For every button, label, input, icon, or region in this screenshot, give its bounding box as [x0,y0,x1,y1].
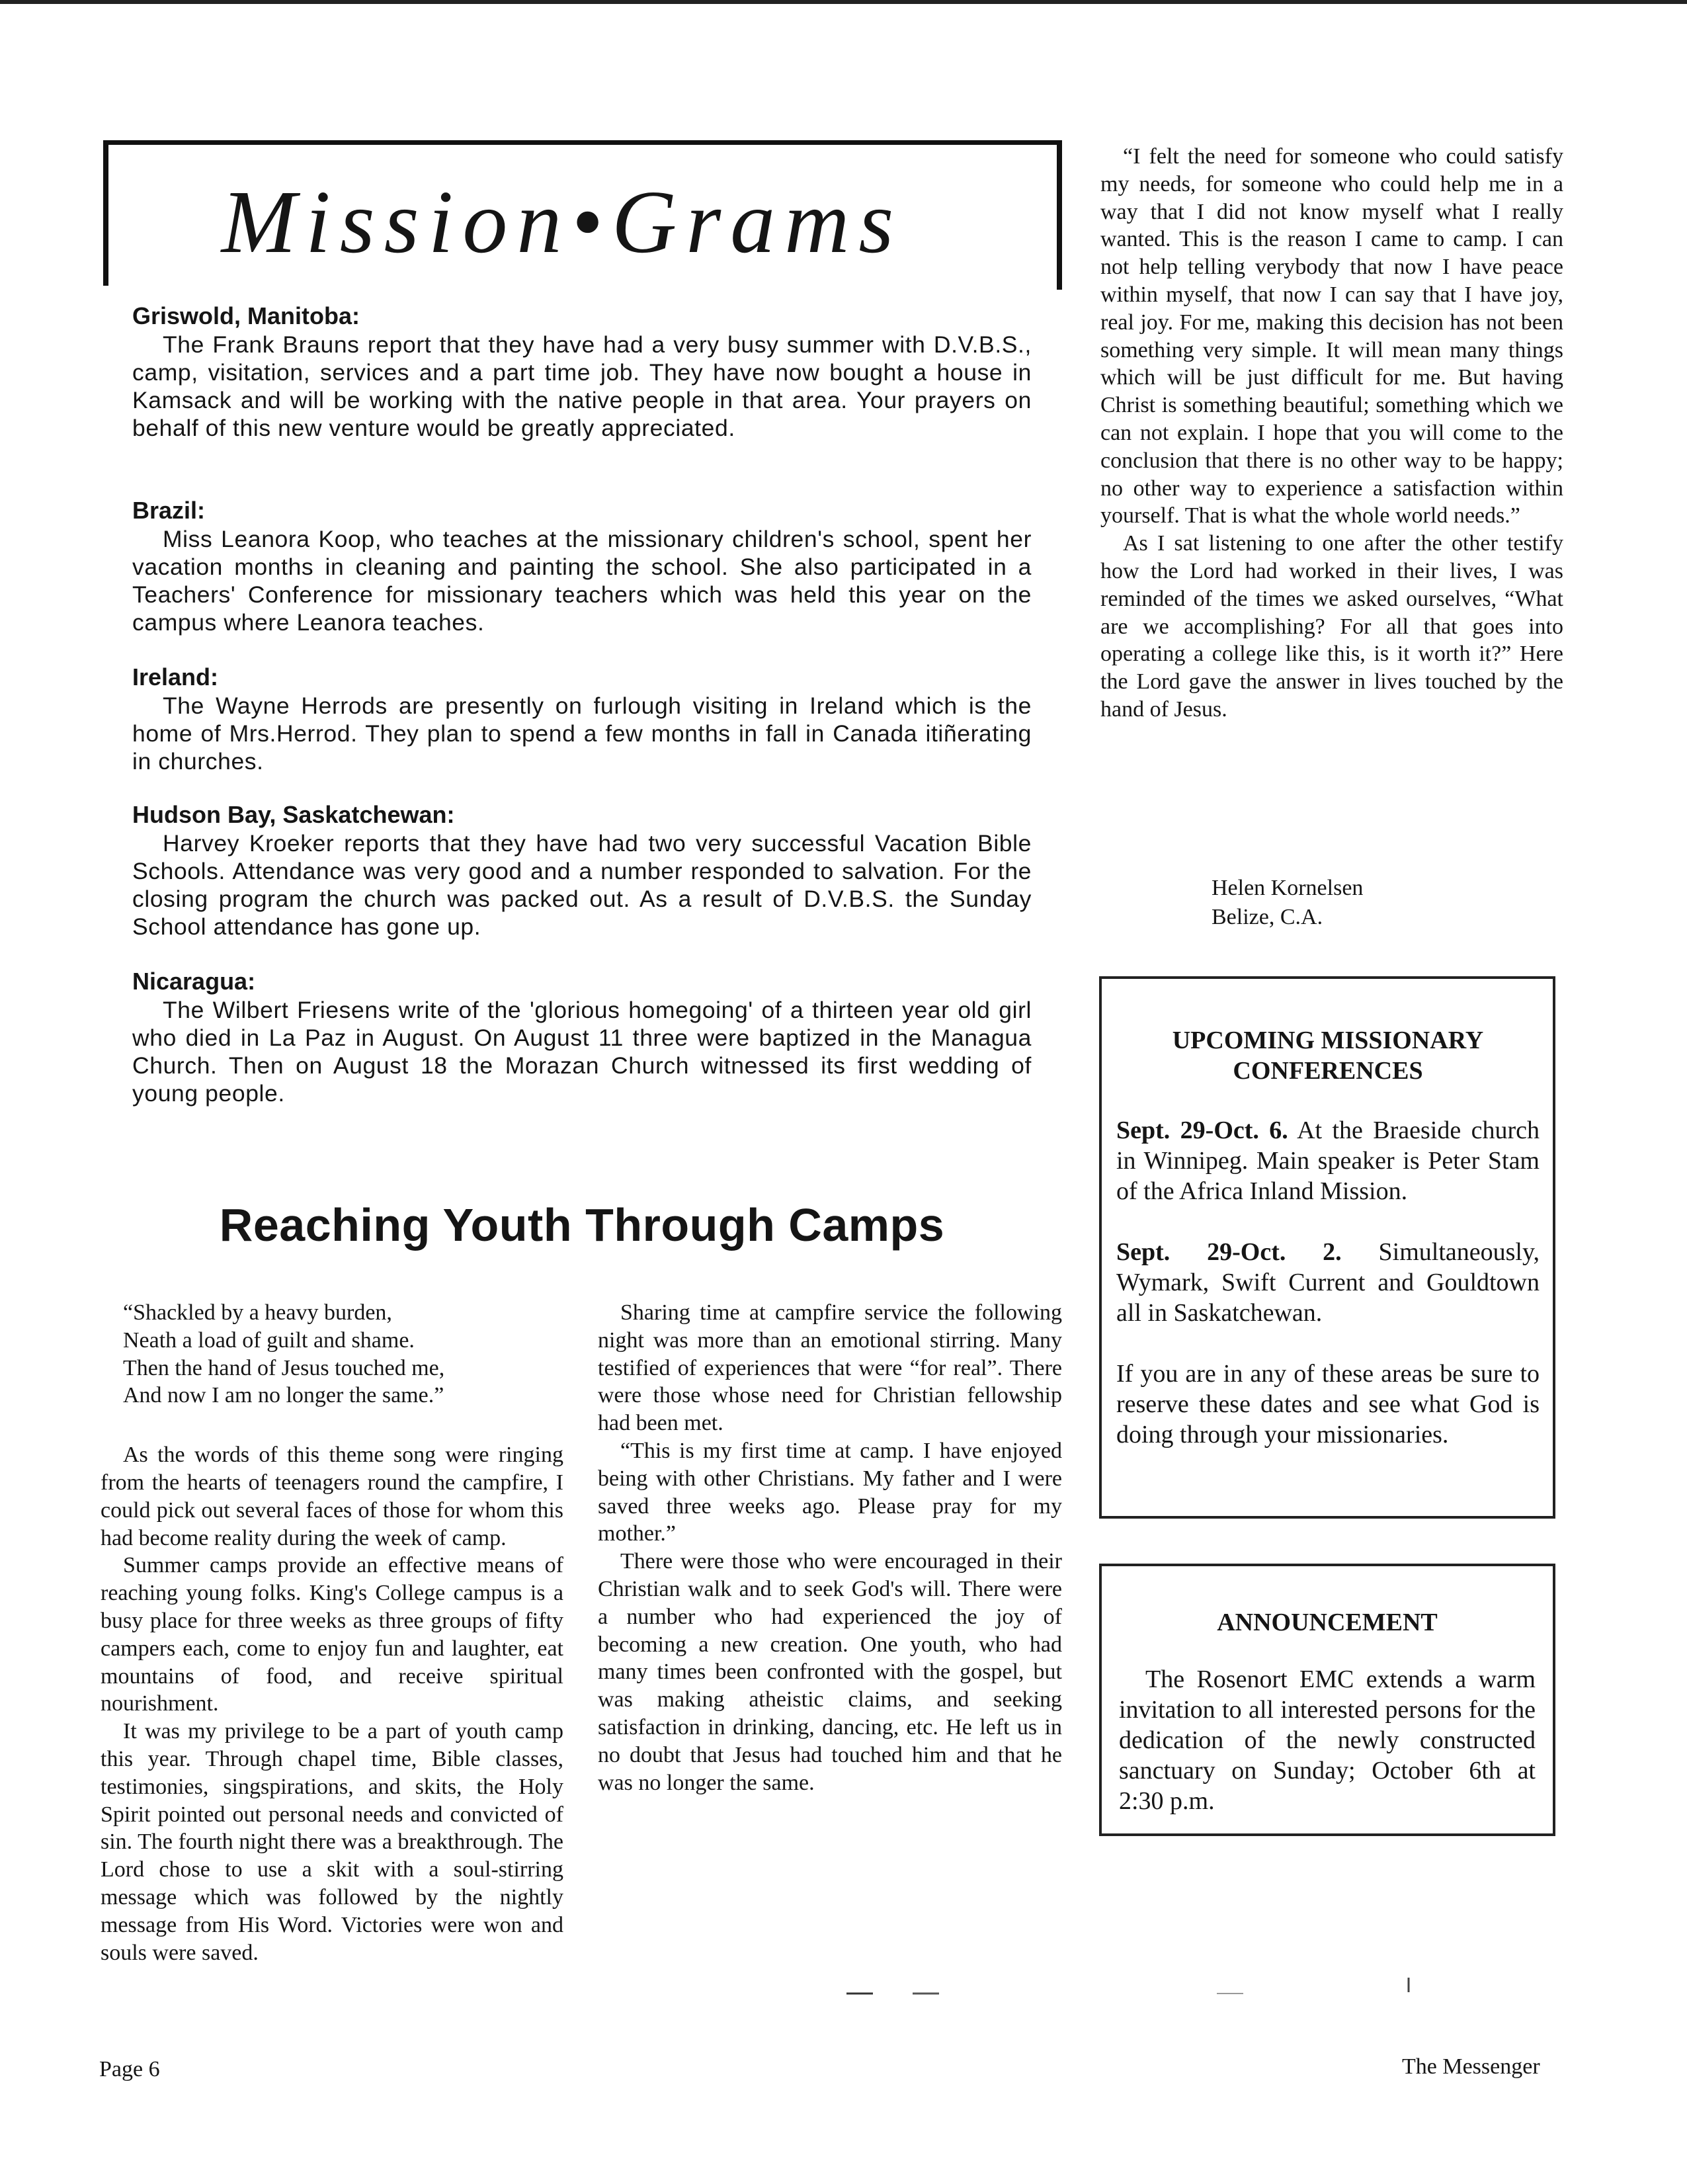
scan-artifact-dashes [714,1978,1422,2004]
top-edge-rule [0,0,1687,4]
article-paragraph: As the words of this theme song were ringing from the hearts of teenagers round the campfire, I could pick out several faces of those for whom this had become reality during the week of camp. [101,1443,563,1550]
mission-grams-frame-right [1057,140,1062,290]
theme-song-poem [123,1299,563,1409]
entry-heading: Hudson Bay, Saskatchewan: [132,801,455,828]
entry-ireland [132,663,1032,775]
conference-details: Simultaneously, Wymark, Swift Current and Gouldtown all in Saskatchewan. [1116,1238,1540,1327]
announcement-title: ANNOUNCEMENT [1217,1609,1438,1636]
conference-item [1116,1115,1540,1206]
entry-griswold [132,302,1032,442]
mission-grams-frame-left [103,140,108,286]
poem-line: Neath a load of guilt and shame. [123,1327,415,1353]
entry-text: The Frank Brauns report that they have had a very busy summer with D.V.B.S., camp, visitation, services and a part time job. They have now bought a house in Kamsack and will be working with the native people in that area. Your prayers on behalf of this new venture would be greatly appreciated. [132,331,1032,441]
entry-brazil [132,496,1032,636]
entry-text: Harvey Kroeker reports that they have had two very successful Vacation Bible Schools. Attendance was very good and a number responded to salvation. For the closing program the church was packed out. As a result of D.V.B.S. the Sunday School attendance has gone up. [132,830,1032,940]
entry-heading: Griswold, Manitoba: [132,302,360,329]
announcement-text: The Rosenort EMC extends a warm invitation to all interested persons for the dedication of the newly constructed sanctuary on Sunday; October 6th at 2:30 p.m. [1119,1665,1536,1815]
conference-date: Sept. 29-Oct. 2. [1116,1238,1342,1266]
conference-details: At the Braeside church in Winnipeg. Main speaker is Peter Stam of the Africa Inland Mission. [1116,1116,1540,1205]
entry-heading: Brazil: [132,497,206,524]
mission-grams-title: Mission•Grams [221,173,903,272]
article-paragraph: It was my privilege to be a part of youth camp this year. Through chapel time, Bible classes, testimonies, singspirations, and skits, the Holy Spirit pointed out personal needs and convicted of sin. The fourth night there was a breakthrough. The Lord chose to use a skit with a soul-stirring message which was followed by the nightly message from His Word. Victories were won and souls were saved. [101,1719,563,1965]
conference-date: Sept. 29-Oct. 6. [1116,1116,1288,1144]
article-paragraph: “This is my first time at camp. I have enjoyed being with other Christians. My father and I were saved three weeks ago. Please pray for my mother.” [598,1438,1062,1546]
conferences-list [1116,1115,1540,1450]
conferences-box [1099,976,1555,1519]
publication-name: The Messenger [1402,2054,1540,2079]
testimony-paragraph: As I sat listening to one after the other testify how the Lord had worked in their lives, I was reminded of the times we asked ourselves, “What are we accomplishing? For all that goes into operating a college like this, is it worth it?” Here the Lord gave the answer in lives touched by the hand of Jesus. [1100,531,1563,722]
conferences-closing: If you are in any of these areas be sure to reserve these dates and see what God is doing through your missionaries. [1116,1360,1540,1449]
article-paragraph: Sharing time at campfire service the following night was more than an emotional stirring. Many testified of experiences that were “for real”. There were those whose need for Christian fellowship had been met. [598,1300,1062,1436]
conferences-title-line-2: CONFERENCES [1233,1057,1423,1085]
entry-nicaragua [132,967,1032,1107]
reaching-youth-title: Reaching Youth Through Camps [219,1199,945,1251]
announcement-box [1099,1564,1555,1836]
entry-text: The Wayne Herrods are presently on furlough visiting in Ireland which is the home of Mrs.Herrod. They plan to spend a few months in fall in Canada itiñerating in churches. [132,693,1032,775]
conference-item [1116,1237,1540,1328]
entry-heading: Ireland: [132,663,219,691]
article-column-1 [101,1299,563,1966]
entry-heading: Nicaragua: [132,968,256,995]
entry-text: Miss Leanora Koop, who teaches at the missionary children's school, spent her vacation months in cleaning and painting the school. She also participated in a Teachers' Conference for missionary teachers which was held this year on the campus where Leanora teaches. [132,526,1032,636]
conferences-title-line-1: UPCOMING MISSIONARY [1172,1027,1484,1054]
page-number: Page 6 [99,2057,160,2081]
article-paragraph: There were those who were encouraged in their Christian walk and to seek God's will. There were a number who had experienced the joy of becoming a new creation. One youth, who had many times been confronted with the gospel, but was making atheistic claims, and seeking satisfaction in drinking, dancing, etc. He left us in no doubt that Jesus had touched him and that he was no longer the same. [598,1549,1062,1795]
poem-line: Then the hand of Jesus touched me, [123,1355,445,1380]
entry-text: The Wilbert Friesens write of the 'glorious homegoing' of a thirteen year old girl who died in La Paz in August. On August 11 three were baptized in the Managua Church. Then on August 18 the Morazan Church witnessed its first wedding of young people. [132,997,1032,1107]
article-paragraph: Summer camps provide an effective means of reaching young folks. King's College campus is a busy place for three weeks as three groups of fifty campers each, come to enjoy fun and laughter, eat mountains of food, and receive spiritual nourishment. [101,1553,563,1716]
entry-hudson-bay [132,800,1032,941]
article-column-2 [598,1299,1062,1796]
signature-place: Belize, C.A. [1212,905,1323,929]
poem-line: “Shackled by a heavy burden, [123,1300,392,1325]
poem-line: And now I am no longer the same.” [123,1383,444,1408]
testimony-column [1100,143,1563,724]
signature-name: Helen Kornelsen [1212,876,1364,900]
testimony-paragraph: “I felt the need for someone who could satisfy my needs, for someone who could help me in a way that I did not know myself what I really wanted. This is the reason I came to camp. I can not help telling verybody that now I have peace within myself, that now I can say that I have joy, real joy. For me, making this decision has not been something very simple. It will mean many things which will be just difficult for me. But having Christ is something beautiful; something which we can not explain. I hope that you will come to the conclusion that there is no other way to be happy; no other way to experience a satisfaction within yourself. That is what the whole world needs.” [1100,144,1563,528]
